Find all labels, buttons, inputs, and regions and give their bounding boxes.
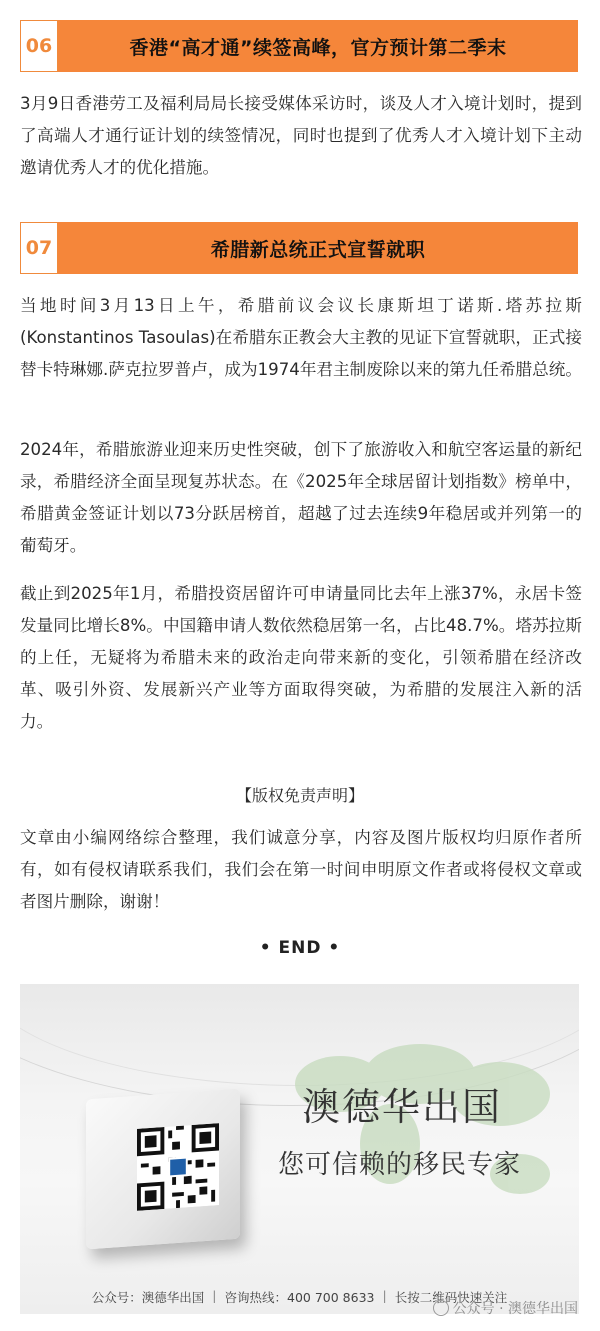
section-number: 06 [20,20,58,72]
promo-banner [20,984,579,1314]
disclaimer-body: 文章由小编网络综合整理，我们诚意分享，内容及图片版权均归原作者所有，如有侵权请联系我们，我们会在第一时间申明原文作者或将侵权文章或者图片删除，谢谢！ [20,828,582,911]
footer-separator: | [212,1288,217,1303]
section-title: 希腊新总统正式宣誓就职 [58,222,578,274]
section-06-header [20,20,578,72]
section-07-paragraph-3: 截止到2025年1月，希腊投资居留许可申请量同比去年上涨37%，永居卡签发量同比增长8%。中国籍申请人数依然稳居第一名，占比48.7%。塔苏拉斯的上任，无疑将为希腊未来的政治走向带来新的变化，引领希腊在经济改革、吸引外资、发展新兴产业等方面取得突破，为希腊的发展注入新的活力。 [20,584,582,731]
footer-separator: | [382,1288,387,1303]
section-number: 07 [20,222,58,274]
watermark-text: 公众号 · 澳德华出国 [452,1301,578,1317]
footer-hotline: 咨询热线：400 700 8633 [224,1290,375,1305]
section-07-paragraph-1: 当地时间3月13日上午，希腊前议会议长康斯坦丁诺斯.塔苏拉斯(Konstantinos Tasoulas)在希腊东正教会大主教的见证下宣誓就职，正式接替卡特琳娜.萨克拉罗普卢，成为1974年君主制废除以来的第九任希腊总统。 [20,296,582,379]
brand-name: 澳德华出国 [302,1085,503,1129]
footer-follow: 长按二维码快速关注 [394,1290,508,1305]
disclaimer-title: 【版权免责声明】 [235,786,364,805]
section-title: 香港“高才通”续签高峰，官方预计第二季末 [58,20,578,72]
section-06-paragraph: 3月9日香港劳工及福利局局长接受媒体采访时，谈及人才入境计划时，提到了高端人才通行证计划的续签情况，同时也提到了优秀人才入境计划下主动邀请优秀人才的优化措施。 [20,94,582,177]
end-mark: • END • [259,938,341,958]
brand-slogan: 您可信赖的移民专家 [278,1150,522,1180]
qr-code[interactable] [137,1123,219,1211]
watermark [433,1298,578,1318]
footer-account: 公众号：澳德华出国 [91,1290,205,1305]
section-07-paragraph-2: 2024年，希腊旅游业迎来历史性突破，创下了旅游收入和航空客运量的新纪录，希腊经济全面呈现复苏状态。在《2025年全球居留计划指数》榜单中，希腊黄金签证计划以73分跃居榜首，超越了过去连续9年稳居或并列第一的葡萄牙。 [20,440,582,555]
wechat-icon [433,1300,449,1316]
section-07-header [20,222,578,274]
